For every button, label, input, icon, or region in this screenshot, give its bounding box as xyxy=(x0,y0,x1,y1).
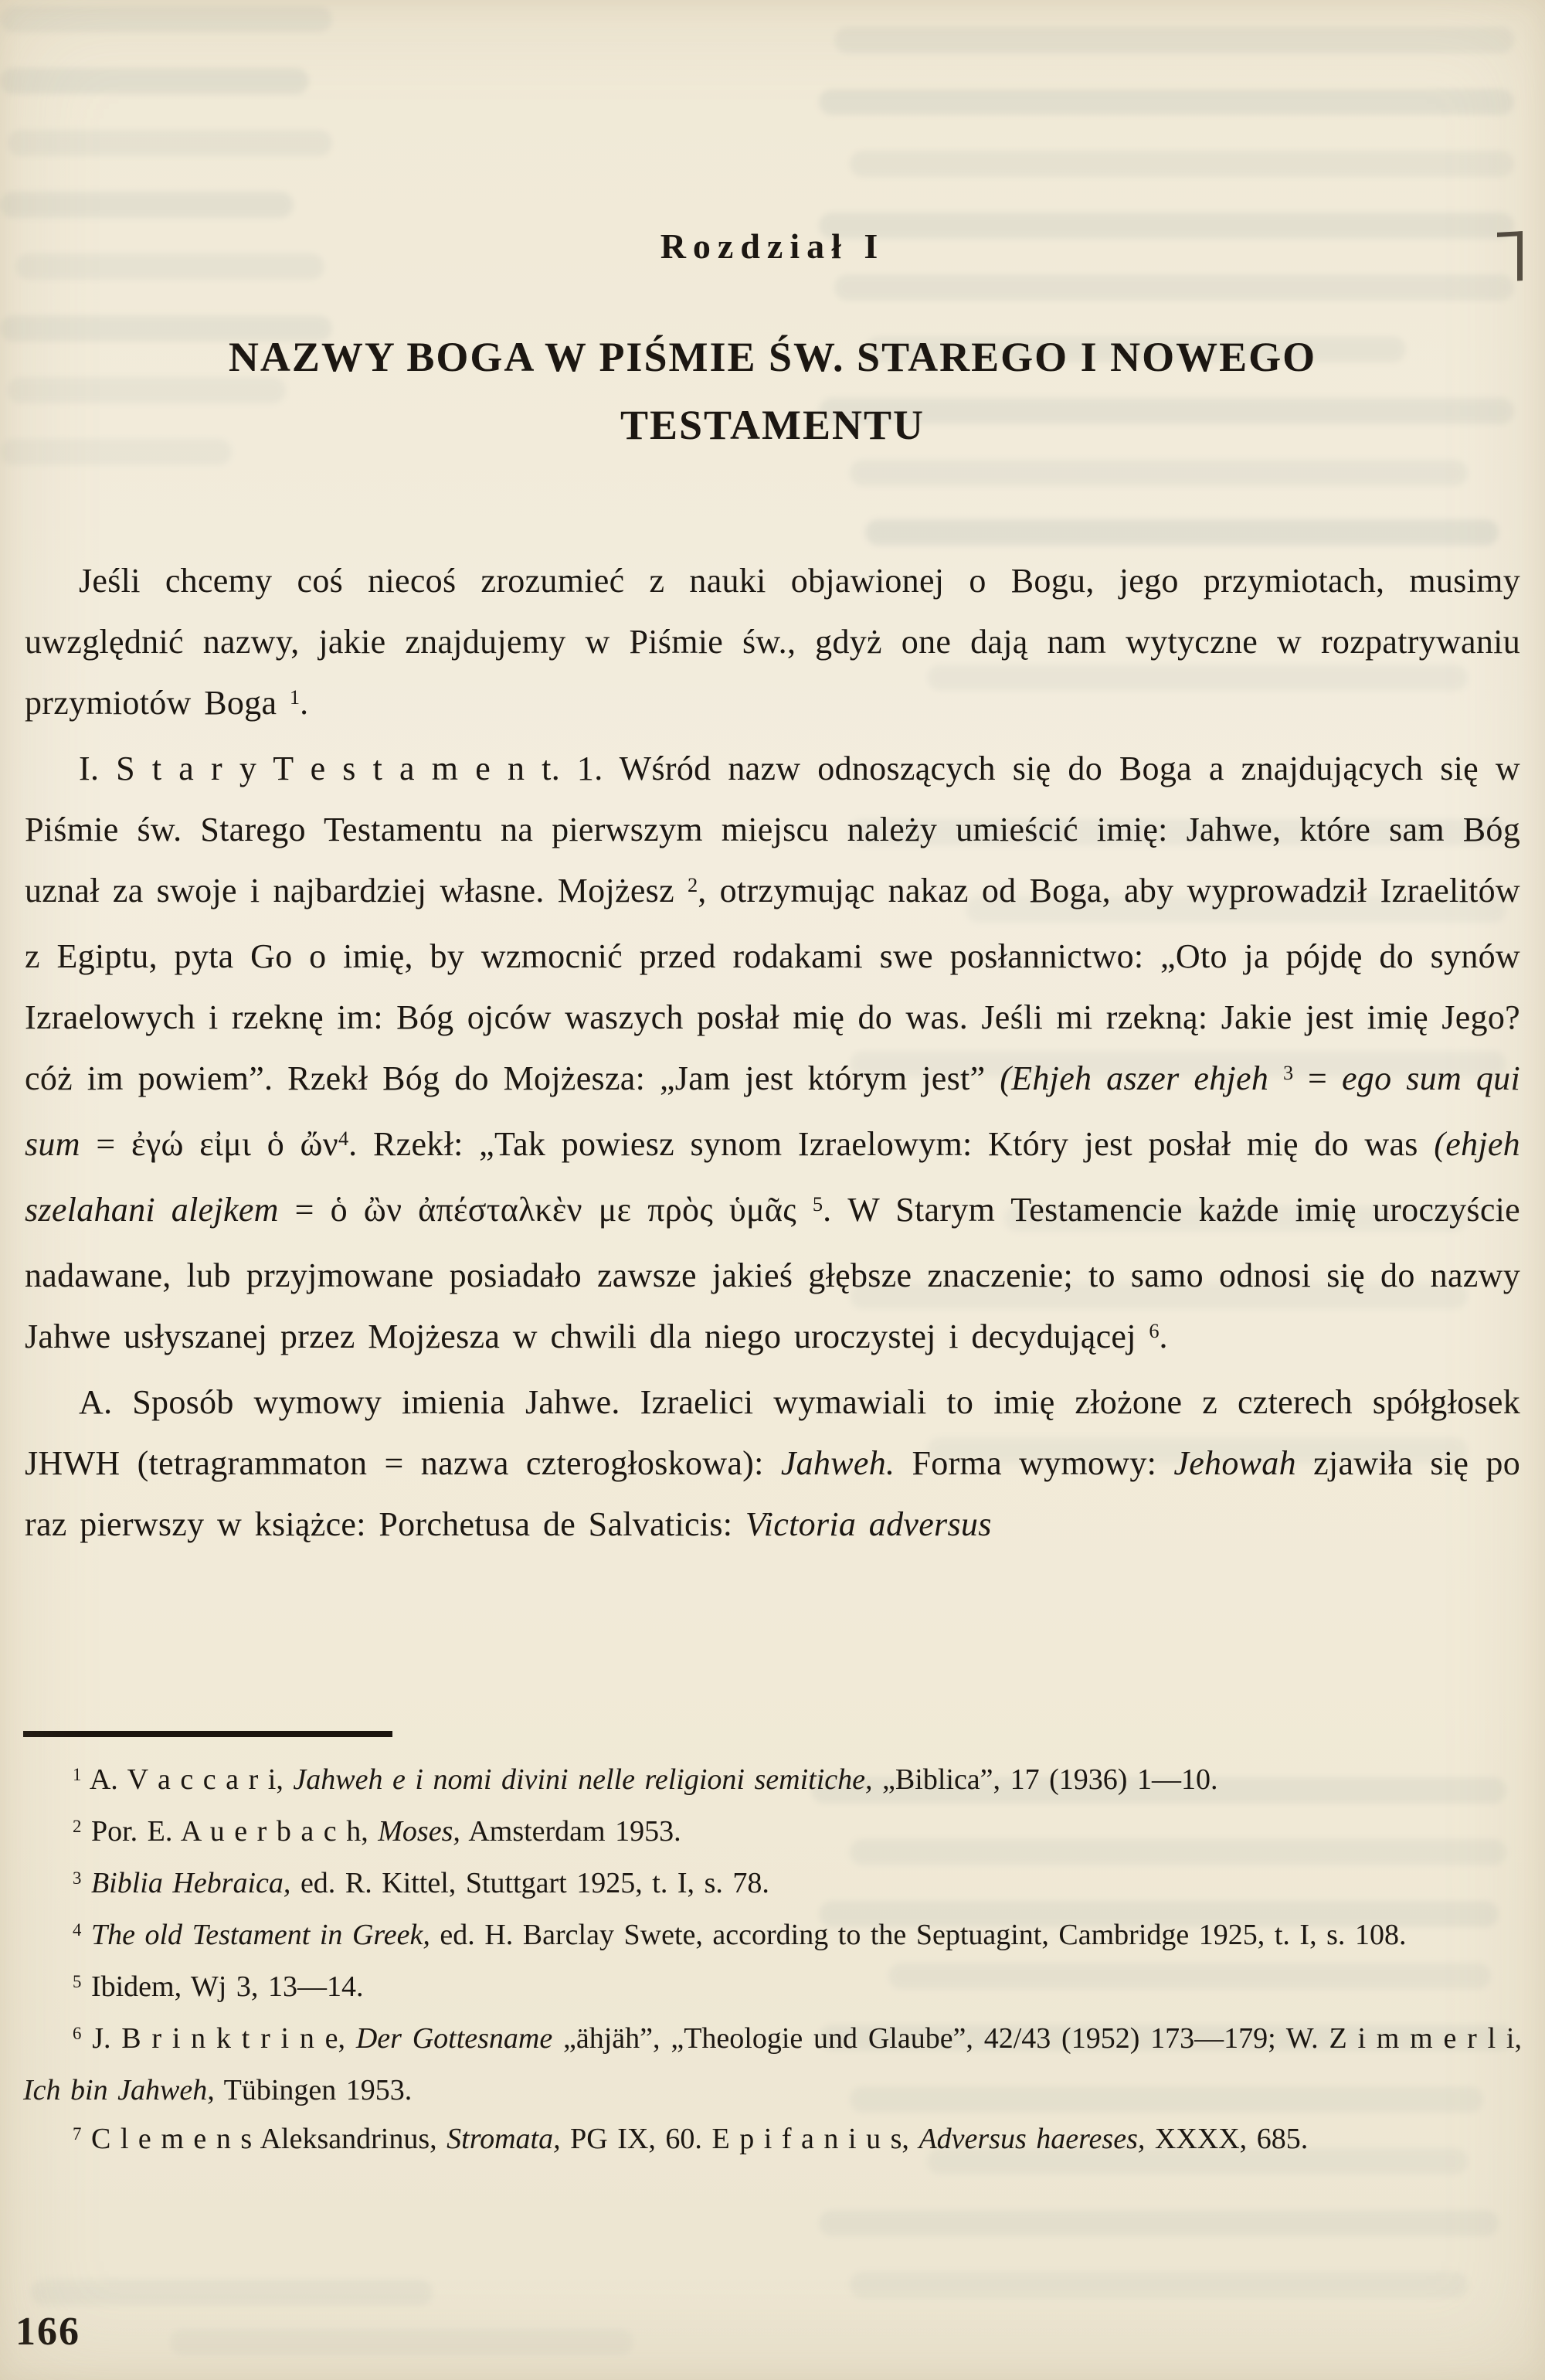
footnote-segment: Ich bin Jahweh, xyxy=(23,2074,215,2106)
footnote-number: 6 xyxy=(73,2023,82,2043)
bleed-through-artifact xyxy=(819,2210,1499,2236)
footnote xyxy=(23,1963,1522,2014)
footnote-reference-number: 6 xyxy=(1149,1318,1160,1342)
footnote-segment: Ibidem, Wj 3, 13—14. xyxy=(81,1970,364,2003)
footnote xyxy=(23,1859,1522,1911)
footnote xyxy=(23,1911,1522,1963)
footnote-number: 4 xyxy=(73,1919,82,1940)
footnote-segment: Der Gottesname xyxy=(355,2022,553,2055)
footnote-segment: Adversus haereses, xyxy=(919,2123,1146,2155)
footnote-reference-number: 3 xyxy=(1282,1060,1294,1084)
bleed-through-artifact xyxy=(170,2329,633,2355)
page-number: 166 xyxy=(15,2310,80,2354)
footnote-segment: Amsterdam 1953. xyxy=(460,1815,681,1848)
footnote-number: 5 xyxy=(73,1971,82,1991)
footnote-segment: Jahweh e i nomi divini nelle religioni semitiche, xyxy=(293,1763,873,1796)
bleed-through-artifact xyxy=(850,151,1514,177)
paragraph-segment: A. Sposób wymowy imienia Jahwe. Izraelici wymawiali to imię złożone z czterech spółgłosek JHWH (tetragrammaton = nazwa czterogłoskowa): xyxy=(25,1383,1520,1482)
footnote-segment: ed. H. Barclay Swete, according to the Septuagint, Cambridge 1925, t. I, s. 108. xyxy=(430,1919,1407,1951)
paragraph-segment: . W Starym Testamencie każde imię uroczyście nadawane, lub przyjmowane posiadało zawsze jakieś głębsze znaczenie; to samo odnosi się do nazwy Jahwe usłyszanej przez Mojżesza w chwili dla niego uroczystej i decydującej xyxy=(25,1191,1521,1355)
paragraph-segment: , otrzymując nakaz od Boga, aby wyprowadził Izraelitów z Egiptu, pyta Go o imię, by wzmocnić przed rodakami swe posłannictwo: „Oto ja pójdę do synów Izraelowych i rzeknę im: Bóg ojców waszych posłał mię do was. Jeśli mi rzekną: Jakie jest imię Jego? cóż im powiem”. Rzekł Bóg do Mojżesza: „Jam jest którym jest” xyxy=(25,872,1520,1097)
paragraph-segment: = ἐγώ εἰμι ὁ ὤν xyxy=(80,1125,338,1163)
bleed-through-artifact xyxy=(0,6,332,32)
bleed-through-artifact xyxy=(0,192,294,218)
footnote xyxy=(23,1756,1522,1807)
footnote-number: 2 xyxy=(73,1816,82,1836)
paragraph xyxy=(25,550,1520,738)
bleed-through-artifact xyxy=(850,460,1468,486)
footnote-segment: „Biblica”, 17 (1936) 1—10. xyxy=(872,1763,1218,1796)
paragraph-segment: Jahweh. xyxy=(780,1444,895,1482)
paragraph-segment: Jehowah xyxy=(1173,1444,1296,1482)
footnote-segment: Stromata, xyxy=(447,2123,561,2155)
paragraph-segment: ego sum qui sum xyxy=(25,1059,1520,1163)
paragraph xyxy=(25,738,1520,1372)
footnote xyxy=(23,2014,1522,2115)
paragraph-segment: = xyxy=(1293,1059,1342,1097)
bleed-through-artifact xyxy=(31,2280,433,2306)
footnote-segment: Biblia Hebraica, xyxy=(81,1867,291,1899)
bleed-through-artifact xyxy=(834,27,1514,53)
paragraph-segment: Forma wymowy: xyxy=(895,1444,1174,1482)
paragraph-segment: (Ehjeh aszer ehjeh xyxy=(1000,1059,1283,1097)
bleed-through-artifact xyxy=(819,89,1514,115)
paragraph-segment: . Rzekł: „Tak powiesz synom Izraelowym: Który jest posłał mię do was xyxy=(348,1125,1435,1163)
footnote xyxy=(23,1807,1522,1859)
footnote-segment: Tübingen 1953. xyxy=(214,2074,413,2106)
page-title xyxy=(0,323,1545,459)
footnote-number: 7 xyxy=(73,2123,82,2144)
footnote xyxy=(23,2115,1522,2167)
footnote-reference-number: 5 xyxy=(812,1192,823,1216)
footnote-number: 1 xyxy=(73,1764,82,1784)
footnote-segment: XXXX, 685. xyxy=(1145,2123,1309,2155)
footnote-segment: The old Testament in Greek, xyxy=(81,1919,430,1951)
footnote-segment: Por. E. A u e r b a c h, xyxy=(81,1815,379,1848)
page-title-line2: TESTAMENTU xyxy=(620,402,925,448)
footnote-segment: PG IX, 60. E p i f a n i u s, xyxy=(560,2123,919,2155)
page-title-line1: NAZWY BOGA W PIŚMIE ŚW. STAREGO I NOWEGO xyxy=(228,334,1317,380)
footnote-number: 3 xyxy=(73,1868,82,1888)
paragraph-segment: zjawiła się po raz pierwszy w książce: Porchetusa de Salvaticis: xyxy=(25,1444,1520,1543)
footnote-segment: C l e m e n s Aleksandrinus, xyxy=(81,2123,447,2155)
footnote-reference-number: 2 xyxy=(688,872,698,896)
paragraph-segment: . xyxy=(300,684,309,722)
paragraph-segment: I. S t a r y T e s t a m e n t. 1. Wśród nazw odnoszących się do Boga a znajdujących się w Piśmie św. Starego Testamentu na pierwszym miejscu należy umieścić imię: Jahwe, które sam Bóg uznał za swoje i najbardziej własne. Mojżesz xyxy=(25,750,1520,910)
chapter-heading: Rozdział I xyxy=(660,226,885,266)
footnote-segment: J. B r i n k t r i n e, xyxy=(81,2022,356,2055)
footnote-reference-number: 1 xyxy=(289,685,301,709)
paragraph-segment: (ehjeh szelahani alejkem xyxy=(25,1125,1520,1229)
footnotes-block xyxy=(23,1756,1522,2167)
bleed-through-artifact xyxy=(8,130,332,156)
footnote-segment: ed. R. Kittel, Stuttgart 1925, t. I, s. 78. xyxy=(290,1867,769,1899)
bleed-through-artifact xyxy=(850,2272,1468,2298)
bleed-through-artifact xyxy=(865,519,1499,546)
bleed-through-artifact xyxy=(0,68,309,94)
footnote-separator-rule xyxy=(23,1731,392,1737)
bleed-through-artifact xyxy=(834,274,1514,301)
footnote-segment: Moses, xyxy=(378,1815,460,1848)
paragraph-segment: . xyxy=(1159,1318,1168,1355)
footnote-segment: „ähjäh”, „Theologie und Glaube”, 42/43 (1952) 173—179; W. Z i m m e r l i, xyxy=(552,2022,1522,2055)
body-text xyxy=(25,550,1520,1555)
paragraph-segment: Jeśli chcemy coś niecoś zrozumieć z nauki objawionej o Bogu, jego przymiotach, musimy uwzględnić nazwy, jakie znajdujemy w Piśmie św., gdyż one dają nam wytyczne w rozpatrywaniu przymiotów Boga xyxy=(25,562,1520,722)
footnote-reference-number: 4 xyxy=(338,1126,349,1150)
paragraph xyxy=(25,1372,1520,1555)
paragraph-segment: Victoria adversus xyxy=(745,1505,992,1543)
footnote-segment: A. V a c c a r i, xyxy=(81,1763,294,1796)
paragraph-segment: = ὁ ὢν ἀπέσταλκὲν με πρὸς ὑμᾶς xyxy=(278,1191,813,1229)
